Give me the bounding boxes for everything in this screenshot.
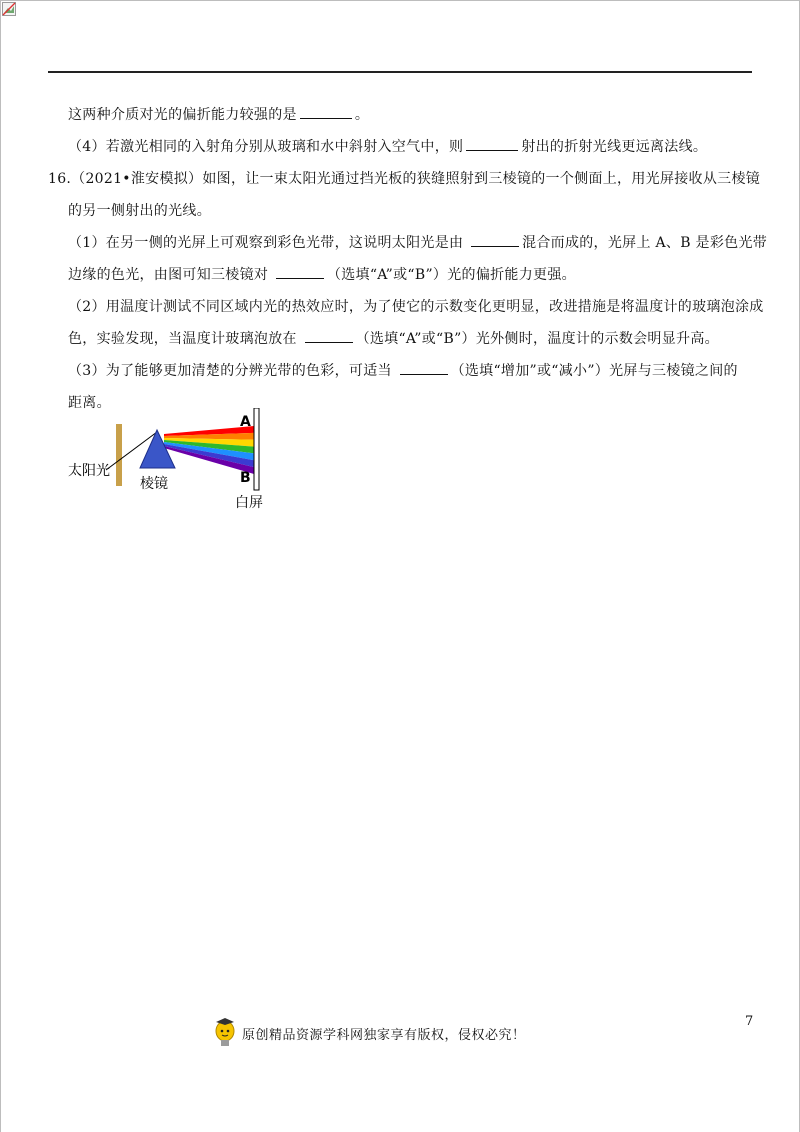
- label-prism: 棱镜: [140, 476, 168, 492]
- question-16-part-1-line-1: （1）在另一侧的光屏上可观察到彩色光带，这说明太阳光是由 混合而成的，光屏上 A、B 是彩色光带: [68, 232, 767, 252]
- page-number: 7: [745, 1014, 754, 1029]
- broken-image-icon: [2, 2, 16, 16]
- page-border-left: [0, 0, 1, 1132]
- answer-blank[interactable]: [466, 136, 518, 151]
- spectrum-band: [164, 426, 254, 474]
- copyright-text: 原创精品资源学科网独家享有版权，侵权必究！: [242, 1027, 526, 1043]
- question-16-part-2-line-1: （2）用温度计测试不同区域内光的热效应时，为了使它的示数变化更明显，改进措施是将温度计的玻璃泡涂成: [68, 299, 764, 315]
- header-rule: [48, 71, 752, 73]
- mascot-bulb-icon: [212, 1017, 238, 1049]
- answer-blank[interactable]: [471, 232, 519, 247]
- footer-copyright: [212, 1016, 572, 1050]
- question-16-part-1-line-2: 边缘的色光，由图可知三棱镜对 （选填“A”或“B”）光的偏折能力更强。: [68, 264, 576, 284]
- slit-board: [116, 424, 122, 486]
- question-16-part-2-line-2: 色，实验发现，当温度计玻璃泡放在 （选填“A”或“B”）光外侧时，温度计的示数会明显升高。: [68, 328, 719, 348]
- question-16-part-3-line-1: （3）为了能够更加清楚的分辨光带的色彩，可适当 （选填“增加”或“减小”）光屏与三棱镜之间的: [68, 360, 738, 380]
- question-15-line-1: 这两种介质对光的偏折能力较强的是 。: [68, 104, 369, 124]
- label-a: A: [240, 414, 251, 430]
- label-screen: 白屏: [235, 495, 263, 511]
- question-16-intro-2: 的另一侧射出的光线。: [68, 203, 211, 219]
- header-frame: [0, 0, 800, 91]
- answer-blank[interactable]: [276, 264, 324, 279]
- question-16-intro-1: 16.（2021•淮安模拟）如图，让一束太阳光通过挡光板的狭缝照射到三棱镜的一个侧面上，用光屏接收从三棱镜: [48, 171, 761, 187]
- question-number: 16.: [48, 171, 72, 187]
- prism-figure: [60, 408, 280, 513]
- answer-blank[interactable]: [305, 328, 353, 343]
- label-b: B: [240, 470, 251, 486]
- white-screen: [254, 408, 259, 490]
- answer-blank[interactable]: [300, 104, 352, 119]
- question-16-part-3-line-2: 距离。: [68, 395, 111, 411]
- question-15-part-4: （4）若激光相同的入射角分别从玻璃和水中斜射入空气中，则 射出的折射光线更远离法线。: [68, 136, 707, 156]
- label-sunlight: 太阳光: [68, 463, 110, 479]
- answer-blank[interactable]: [400, 360, 448, 375]
